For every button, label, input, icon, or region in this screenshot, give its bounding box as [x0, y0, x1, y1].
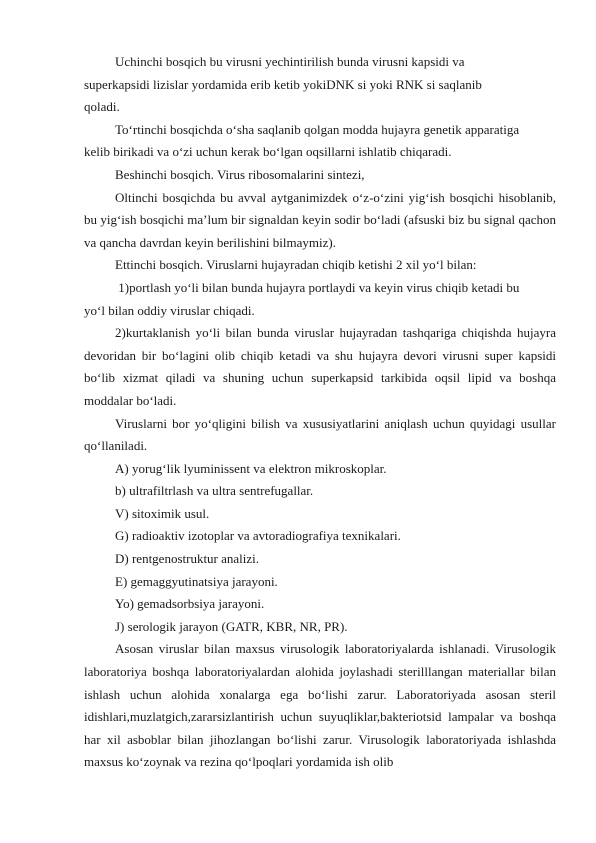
list-item: D) rentgenostruktur analizi. [115, 551, 260, 567]
text-line: 1)portlash yo‘li bilan bunda hujayra portlaydi va keyin virus chiqib ketadi bu [115, 279, 520, 295]
list-item: V) sitoximik usul. [115, 505, 210, 521]
text-line: kelib birikadi va o‘zi uchun kerak bo‘lgan oqsillarni ishlatib chiqaradi. [84, 144, 452, 160]
list-item: G) radioaktiv izotoplar va avtoradiografiya texnikalari. [115, 528, 401, 544]
paragraph-stage-6: Oltinchi bosqichda bu avval aytganimizdek o‘z-o‘zini yig‘ish bosqichi hisoblanib, bu yig‘ish bosqichi ma’lum bir signaldan keyin sodir bo‘ladi (afsuski biz bu signal qachon va qancha davrdan keyin berilishini bilmaymiz). [84, 189, 556, 250]
list-item: A) yorug‘lik lyuminissent va elektron mikroskoplar. [115, 460, 387, 476]
list-item: b) ultrafiltrlash va ultra sentrefugallar. [115, 483, 314, 499]
list-item: Yo) gemadsorbsiya jarayoni. [115, 596, 265, 612]
paragraph-methods-intro: Viruslarni bor yo‘qligini bilish va xususiyatlarini aniqlash uchun quyidagi usullar qo‘llaniladi. [84, 415, 556, 454]
document-page [84, 51, 556, 774]
text-line: Ettinchi bosqich. Viruslarni hujayradan chiqib ketishi 2 xil yo‘l bilan: [115, 257, 477, 273]
methods-list [84, 458, 556, 639]
text-line: Beshinchi bosqich. Virus ribosomalarini sintezi, [115, 166, 365, 182]
paragraph-stage-4 [84, 119, 556, 164]
paragraph-stage-5 [84, 164, 556, 187]
text-line: qoladi. [84, 99, 120, 115]
list-item: E) gemaggyutinatsiya jarayoni. [115, 573, 278, 589]
text-line: Uchinchi bosqich bu virusni yechintirilish bunda virusni kapsidi va [115, 54, 465, 69]
text-line: yo‘l bilan oddiy viruslar chiqadi. [84, 302, 255, 318]
paragraph-stage-7 [84, 254, 556, 277]
text-line: To‘rtinchi bosqichda o‘sha saqlanib qolgan modda hujayra genetik apparatiga [115, 121, 520, 137]
paragraph-exit-budding: 2)kurtaklanish yo‘li bilan bunda viruslar hujayradan tashqariga chiqishda hujayra devoridan bir bo‘lagini olib chiqib ketadi va shu hujayra devori virusni super kapsidi bo‘lib xizmat qiladi va shuning uchun superkapsid tarkibida oqsil lipid va boshqa moddalar bo‘ladi. [84, 325, 556, 408]
paragraph-laboratory: Asosan viruslar bilan maxsus virusologik laboratoriyalarda ishlanadi. Virusologik laboratoriya boshqa laboratoriyalardan alohida joylashadi sterilllangan materiallar bilan ishlash uchun alohida xonalarga ega bo‘lishi zarur. Laboratoriyada asosan steril idishlari,muzlatgich,zararsizlantirish uchun suyuqliklar,bakteriotsid lampalar va boshqa har xil asboblar bilan jihozlangan bo‘lishi zarur. Virusologik laboratoriyada ishlashda maxsus ko‘zoynak va rezina qo‘lpoqlari yordamida ish olib [84, 641, 556, 770]
list-item: J) serologik jarayon (GATR, KBR, NR, PR). [115, 618, 348, 634]
paragraph-exit-bursting [84, 277, 556, 322]
paragraph-stage-3 [84, 51, 556, 119]
text-line: superkapsidi lizislar yordamida erib ketib yokiDNK si yoki RNK si saqlanib [84, 76, 482, 92]
